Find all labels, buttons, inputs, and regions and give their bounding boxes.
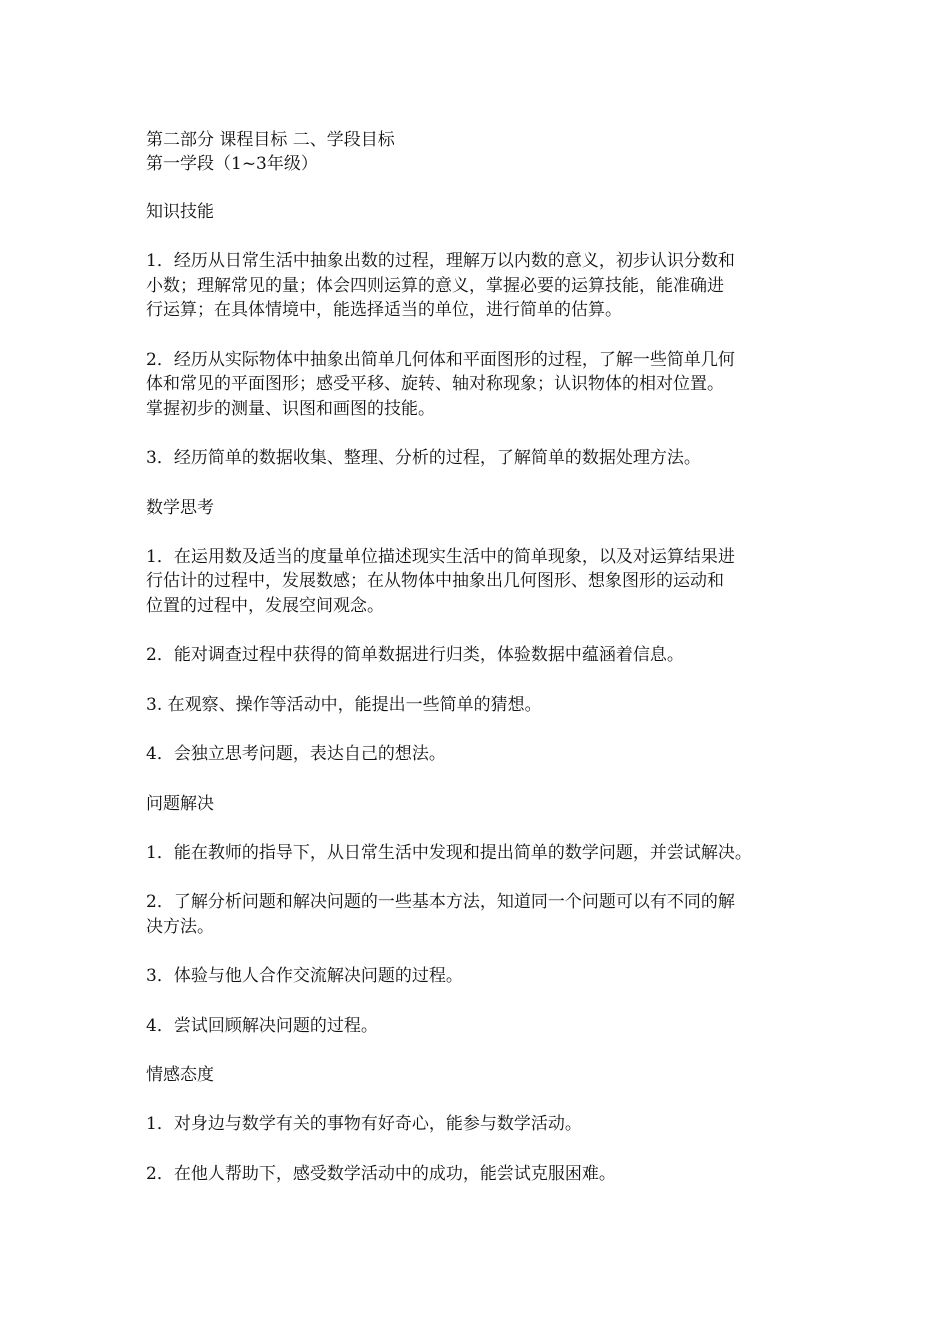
list-item bbox=[146, 890, 836, 939]
paragraph-line: 行估计的过程中，发展数感；在从物体中抽象出几何图形、想象图形的运动和 bbox=[146, 571, 724, 591]
list-item: 2．在他人帮助下，感受数学活动中的成功，能尝试克服困难。 bbox=[146, 1163, 616, 1184]
stage-subtitle: 第一学段（1~3年级） bbox=[146, 154, 318, 174]
list-item: 1．能在教师的指导下，从日常生活中发现和提出简单的数学问题，并尝试解决。 bbox=[146, 842, 752, 863]
paragraph-line: 行运算；在具体情境中，能选择适当的单位，进行简单的估算。 bbox=[146, 300, 622, 320]
list-item: 4．会独立思考问题，表达自己的想法。 bbox=[146, 744, 446, 764]
paragraph-line: 位置的过程中，发展空间观念。 bbox=[146, 595, 384, 616]
document-title: 第二部分 课程目标 二、学段目标 bbox=[146, 130, 395, 150]
list-item: 1．对身边与数学有关的事物有好奇心，能参与数学活动。 bbox=[146, 1114, 582, 1134]
list-item: 2．能对调查过程中获得的简单数据进行归类，体验数据中蕴涵着信息。 bbox=[146, 645, 684, 665]
section-heading-knowledge: 知识技能 bbox=[146, 202, 214, 222]
paragraph-line: 1．在运用数及适当的度量单位描述现实生活中的简单现象，以及对运算结果进 bbox=[146, 546, 735, 567]
list-item bbox=[146, 348, 836, 422]
paragraph-line: 2．经历从实际物体中抽象出简单几何体和平面图形的过程，了解一些简单几何 bbox=[146, 349, 735, 370]
section-heading-attitude: 情感态度 bbox=[146, 1065, 214, 1085]
list-item: 3．体验与他人合作交流解决问题的过程。 bbox=[146, 966, 463, 986]
paragraph-line: 体和常见的平面图形；感受平移、旋转、轴对称现象；认识物体的相对位置。 bbox=[146, 374, 724, 394]
paragraph-line: 1．经历从日常生活中抽象出数的过程，理解万以内数的意义，初步认识分数和 bbox=[146, 251, 735, 271]
paragraph-line: 掌握初步的测量、识图和画图的技能。 bbox=[146, 398, 435, 419]
paragraph-line: 小数；理解常见的量；体会四则运算的意义，掌握必要的运算技能，能准确进 bbox=[146, 275, 724, 296]
section-heading-thinking: 数学思考 bbox=[146, 497, 214, 518]
section-heading-problem-solving: 问题解决 bbox=[146, 793, 214, 814]
list-item bbox=[146, 545, 836, 619]
list-item: 4．尝试回顾解决问题的过程。 bbox=[146, 1015, 378, 1036]
list-item: 3. 在观察、操作等活动中，能提出一些简单的猜想。 bbox=[146, 694, 542, 715]
list-item: 3．经历简单的数据收集、整理、分析的过程，了解简单的数据处理方法。 bbox=[146, 448, 701, 468]
document-page bbox=[146, 128, 836, 1186]
paragraph-line: 决方法。 bbox=[146, 916, 214, 937]
paragraph-line: 2．了解分析问题和解决问题的一些基本方法，知道同一个问题可以有不同的解 bbox=[146, 892, 735, 912]
list-item bbox=[146, 249, 836, 323]
